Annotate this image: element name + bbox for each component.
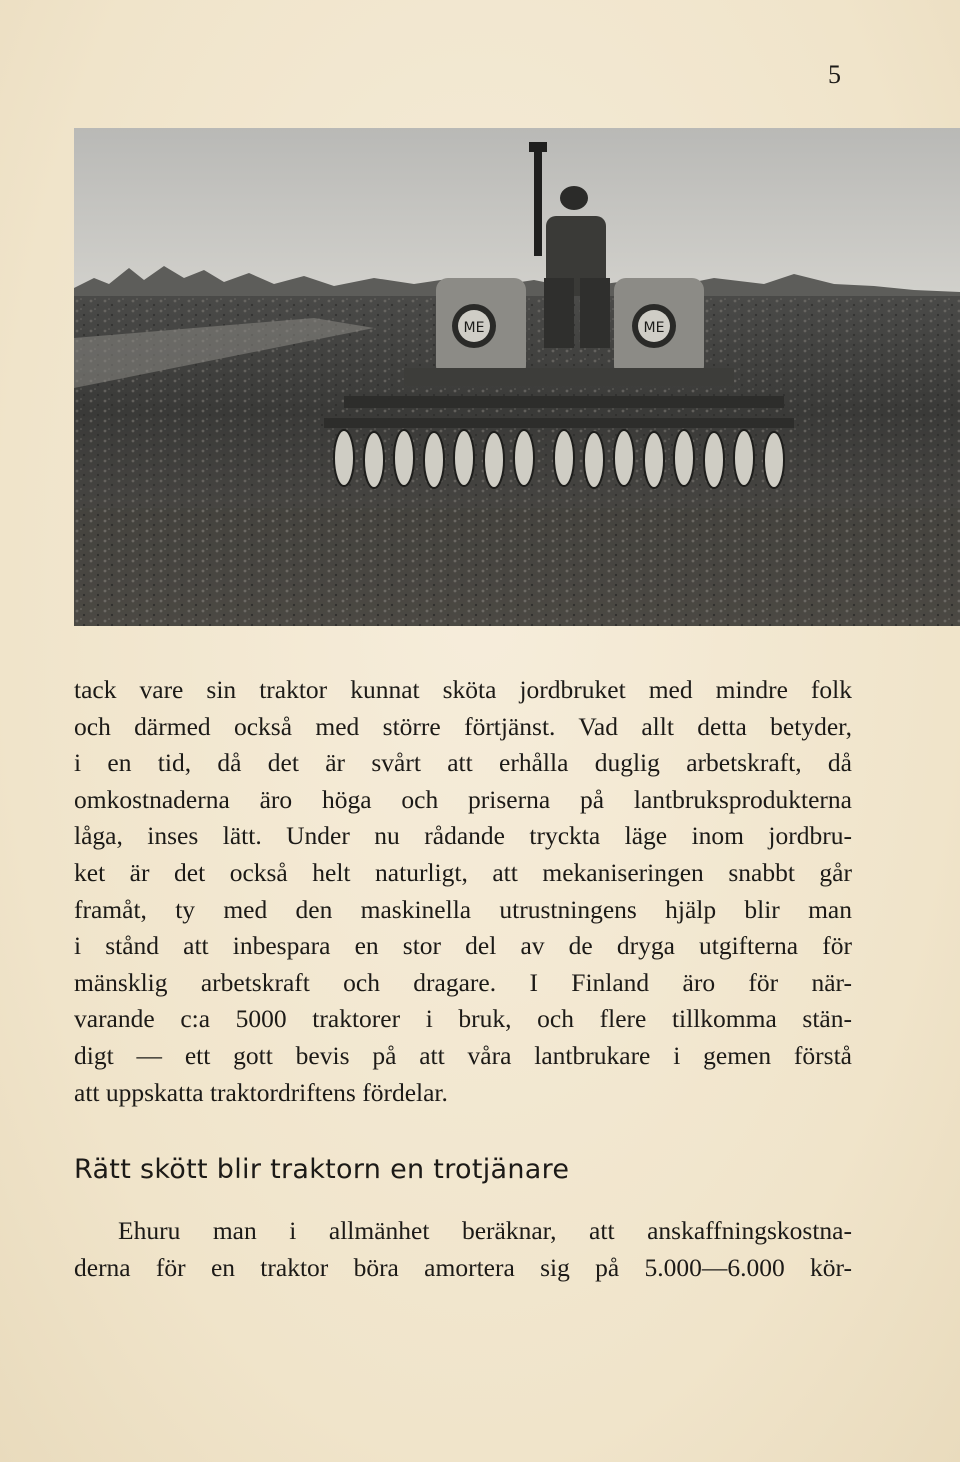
text-line: Ehuru man i allmänhet beräknar, att anskaffningskostna- bbox=[118, 1216, 852, 1245]
text-line: omkostnaderna äro höga och priserna på lantbruksprodukterna bbox=[74, 784, 852, 814]
text-line: tack vare sin traktor kunnat sköta jordbruket med mindre folk bbox=[74, 675, 852, 704]
tractor-photo-drawing bbox=[74, 128, 960, 626]
text-line: i en tid, då det är svårt att erhålla duglig arbetskraft, då bbox=[74, 748, 852, 778]
tractor-photo bbox=[74, 128, 960, 626]
text-line: derna för en traktor böra amortera sig på 5.000—6.000 kör- bbox=[74, 1253, 852, 1282]
emblem-left: ME bbox=[463, 320, 485, 336]
page-number: 5 bbox=[828, 60, 842, 89]
emblem-right: ME bbox=[643, 320, 665, 336]
text-line: digt — ett gott bevis på att våra lantbrukare i gemen förstå bbox=[74, 1040, 852, 1070]
paragraph-1 bbox=[74, 672, 852, 1111]
text-line: ket är det också helt naturligt, att mekaniseringen snabbt går bbox=[74, 857, 852, 887]
text-line: i stånd att inbespara en stor del av de dryga utgifterna för bbox=[74, 931, 852, 961]
text-line: varande c:a 5000 traktorer i bruk, och flere tillkomma stän- bbox=[74, 1004, 852, 1034]
text-line: framåt, ty med den maskinella utrustningens hjälp blir man bbox=[74, 894, 852, 924]
section-heading: Rätt skött blir traktorn en trotjänare bbox=[74, 1154, 570, 1185]
text-line: mänsklig arbetskraft och dragare. I Finland äro för när- bbox=[74, 967, 852, 997]
paragraph-2 bbox=[74, 1212, 852, 1286]
text-line: att uppskatta traktordriftens fördelar. bbox=[74, 1077, 448, 1107]
text-line: och därmed också med större förtjänst. Vad allt detta betyder, bbox=[74, 711, 852, 741]
text-line: låga, inses lätt. Under nu rådande tryckta läge inom jordbru- bbox=[74, 821, 852, 851]
